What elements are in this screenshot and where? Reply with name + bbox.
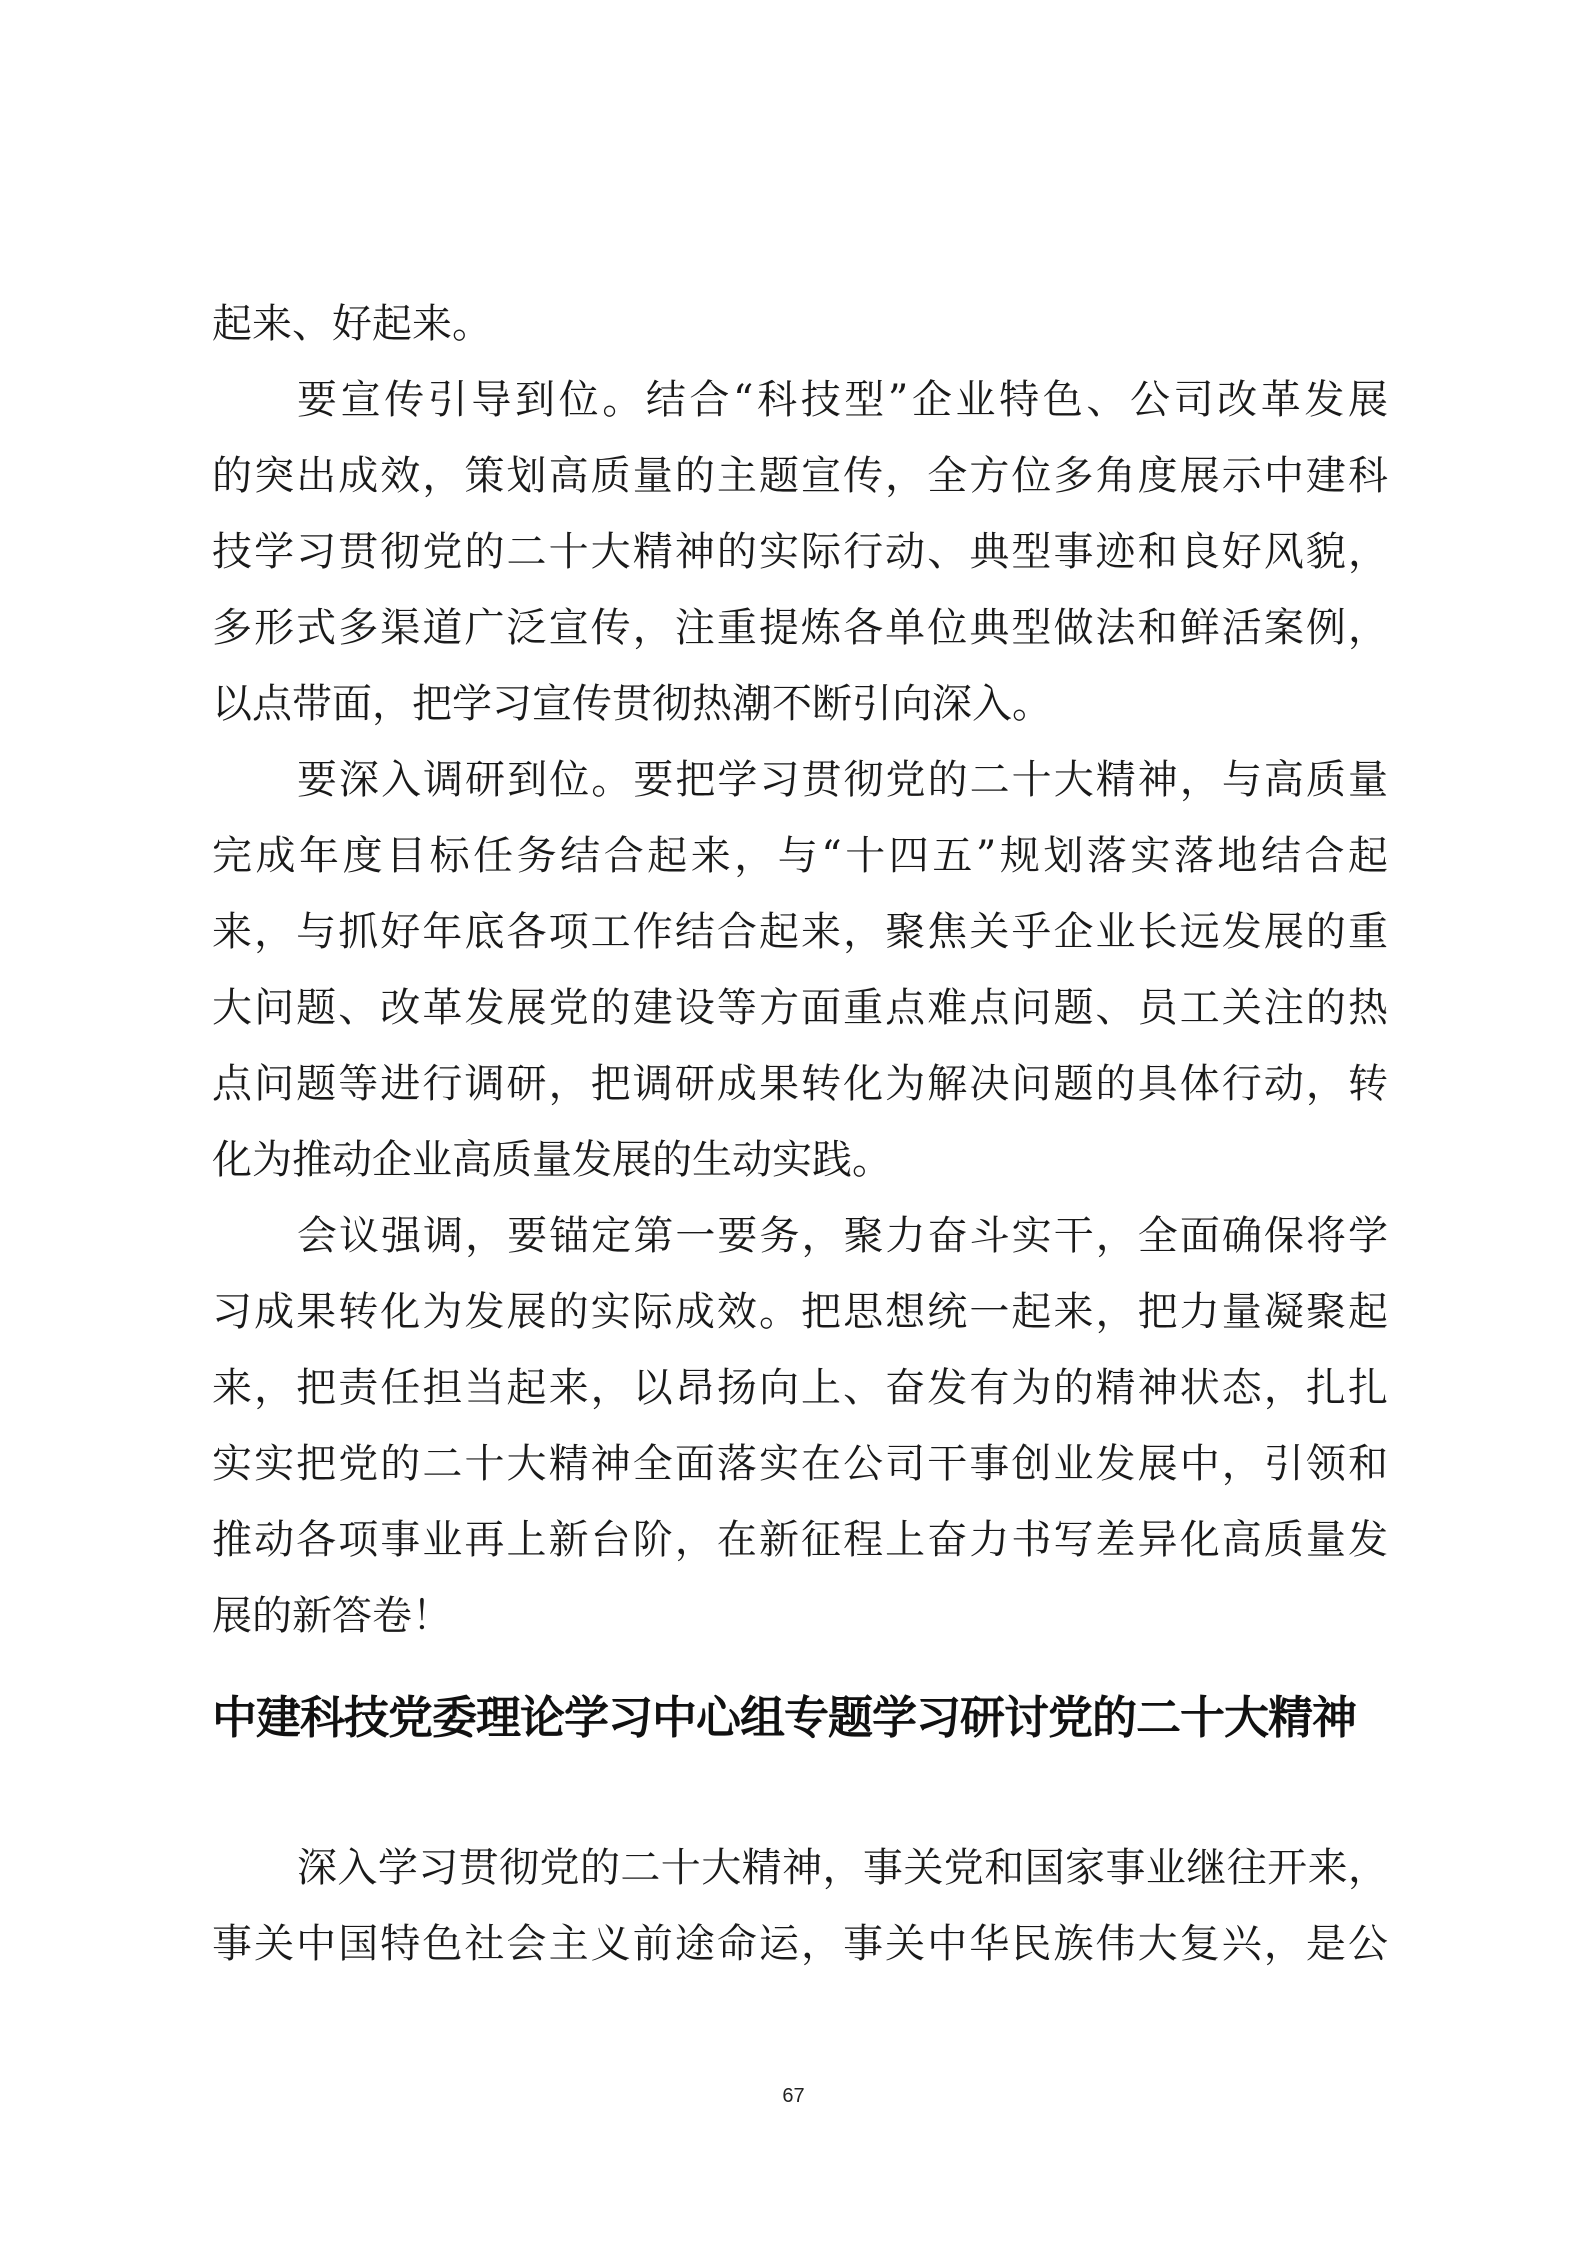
paragraph-line: 点问题等进行调研，把调研成果转化为解决问题的具体行动，转 — [212, 1061, 1388, 1107]
paragraph-line: 来，与抓好年底各项工作结合起来，聚焦关乎企业长远发展的重 — [212, 909, 1388, 955]
paragraph-line: 以点带面，把学习宣传贯彻热潮不断引向深入。 — [212, 681, 1052, 727]
paragraph-line: 大问题、改革发展党的建设等方面重点难点问题、员工关注的热 — [212, 985, 1388, 1031]
paragraph-line: 实实把党的二十大精神全面落实在公司干事创业发展中，引领和 — [212, 1441, 1388, 1487]
paragraph-line: 习成果转化为发展的实际成效。把思想统一起来，把力量凝聚起 — [212, 1289, 1388, 1335]
body-text-section-2 — [212, 1830, 1388, 1982]
paragraph-line: 会议强调，要锚定第一要务，聚力奋斗实干，全面确保将学 — [297, 1213, 1388, 1259]
paragraph-line: 事关中国特色社会主义前途命运，事关中华民族伟大复兴，是公 — [212, 1921, 1388, 1967]
paragraph-line: 技学习贯彻党的二十大精神的实际行动、典型事迹和良好风貌， — [212, 529, 1388, 575]
paragraph-line: 起来、好起来。 — [212, 301, 492, 347]
paragraph-line: 要宣传引导到位。结合“科技型”企业特色、公司改革发展 — [297, 377, 1388, 423]
paragraph-line: 的突出成效，策划高质量的主题宣传，全方位多角度展示中建科 — [212, 453, 1388, 499]
body-text-section-1 — [212, 286, 1388, 1654]
section-heading: 中建科技党委理论学习中心组专题学习研讨党的二十大精神 — [212, 1691, 1357, 1744]
paragraph-line: 要深入调研到位。要把学习贯彻党的二十大精神，与高质量 — [297, 757, 1388, 803]
paragraph-line: 化为推动企业高质量发展的生动实践。 — [212, 1137, 892, 1183]
page-number: 67 — [782, 2085, 805, 2107]
paragraph-line: 完成年度目标任务结合起来，与“十四五”规划落实落地结合起 — [212, 833, 1388, 879]
paragraph-line: 多形式多渠道广泛宣传，注重提炼各单位典型做法和鲜活案例， — [212, 605, 1388, 651]
paragraph-line: 来，把责任担当起来，以昂扬向上、奋发有为的精神状态，扎扎 — [212, 1365, 1388, 1411]
paragraph-line: 展的新答卷！ — [212, 1593, 452, 1639]
paragraph-line: 深入学习贯彻党的二十大精神，事关党和国家事业继往开来， — [297, 1845, 1388, 1891]
paragraph-line: 推动各项事业再上新台阶，在新征程上奋力书写差异化高质量发 — [212, 1517, 1388, 1563]
